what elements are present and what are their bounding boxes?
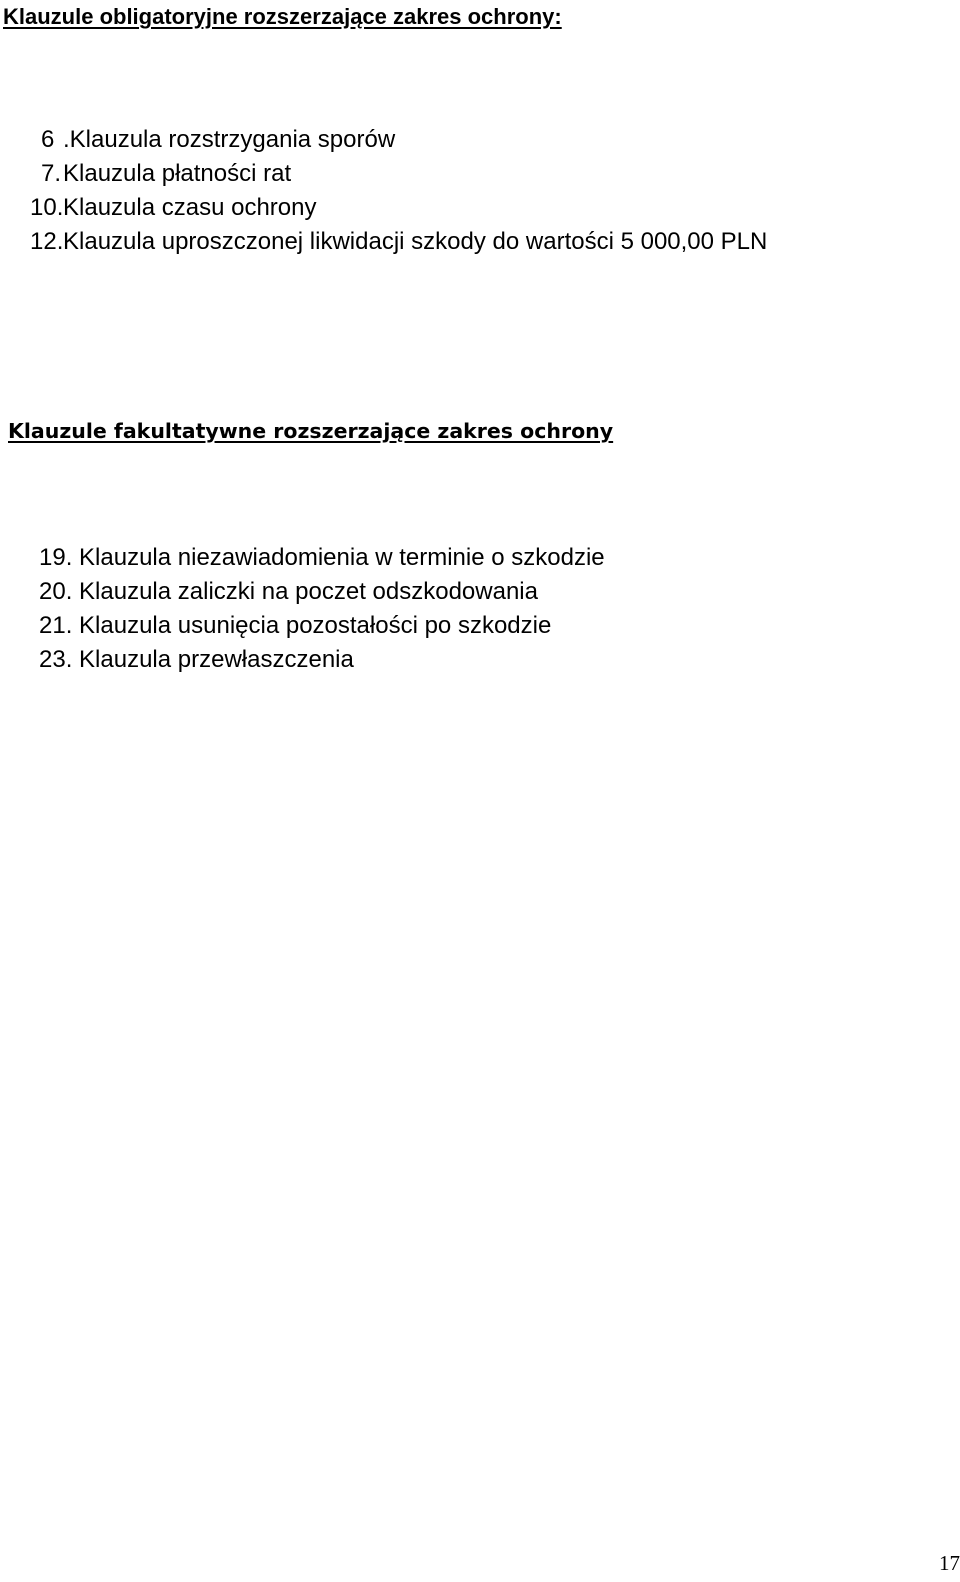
list-item [30, 225, 768, 259]
list-item-text: Klauzula uproszczonej likwidacji szkody do wartości 5 000,00 PLN [63, 228, 768, 255]
list-item-text: Klauzula niezawiadomienia w terminie o szkodzie [79, 544, 605, 571]
list-item-text: Klauzula przewłaszczenia [79, 646, 354, 673]
mandatory-clauses-list [30, 123, 768, 259]
list-item [38, 157, 767, 191]
list-item-number: 19. [39, 544, 73, 571]
list-item-number: 21. [39, 612, 73, 639]
list-item [38, 123, 767, 157]
list-item-text: Klauzula usunięcia pozostałości po szkodzie [79, 612, 552, 639]
optional-clauses-list [39, 541, 605, 677]
list-item-text: Klauzula zaliczki na poczet odszkodowania [79, 578, 538, 605]
list-item-text: .Klauzula rozstrzygania sporów [63, 126, 396, 153]
list-item [39, 609, 605, 643]
optional-clauses-heading: Klauzule fakultatywne rozszerzające zakres ochrony [8, 419, 614, 443]
list-item-number: 12. [30, 228, 64, 255]
list-item-number: 6 [41, 126, 55, 153]
list-item [39, 575, 605, 609]
list-item-text: Klauzula czasu ochrony [63, 194, 317, 221]
mandatory-clauses-heading: Klauzule obligatoryjne rozszerzające zakres ochrony: [3, 4, 562, 29]
list-item [30, 191, 767, 225]
list-item [39, 643, 605, 677]
list-item-number: 20. [39, 578, 73, 605]
list-item-number: 23. [39, 646, 73, 673]
list-item-number: 7. [41, 160, 62, 187]
list-item [39, 541, 605, 575]
list-item-text: Klauzula płatności rat [63, 160, 292, 187]
page-number: 17 [939, 1551, 960, 1575]
list-item-number: 10. [30, 194, 64, 221]
